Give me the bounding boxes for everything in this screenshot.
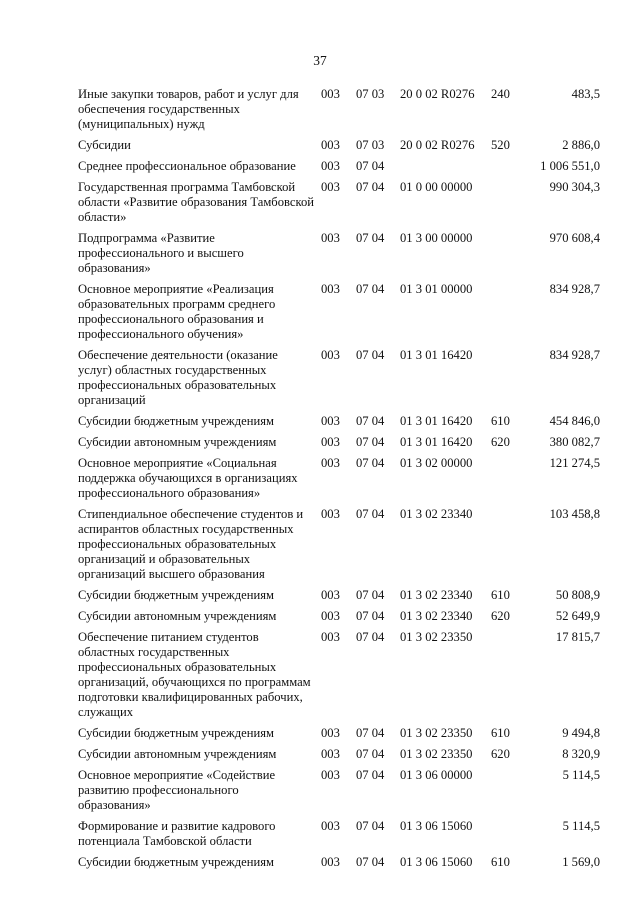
table-row: [0, 768, 640, 813]
row-expense-type-code: 620: [491, 747, 510, 761]
row-name: Субсидии бюджетным учреждениям: [78, 855, 274, 869]
row-amount: 103 458,8: [549, 507, 600, 521]
table-row: [0, 819, 640, 849]
row-name: Стипендиальное обеспечение студентов и аспирантов областных государственных профессиональных образовательных организаций и образовательных организаций высшего образования: [78, 507, 304, 581]
row-amount: 5 114,5: [562, 819, 600, 833]
row-expense-type-code: 240: [491, 87, 510, 101]
row-section-code: 07 04: [356, 630, 385, 644]
row-grbs-code: 003: [321, 855, 340, 869]
row-target-code: 01 3 02 23340: [400, 507, 473, 521]
row-grbs-code: 003: [321, 87, 340, 101]
row-amount: 834 928,7: [549, 348, 600, 362]
row-name: Основное мероприятие «Реализация образовательных программ среднего профессионального образования и профессионального обучения»: [78, 282, 276, 341]
row-section-code: 07 03: [356, 87, 385, 101]
row-target-code: 01 3 01 00000: [400, 282, 473, 296]
table-row: [0, 588, 640, 603]
row-grbs-code: 003: [321, 138, 340, 152]
row-amount: 9 494,8: [562, 726, 600, 740]
table-row: [0, 414, 640, 429]
row-section-code: 07 04: [356, 180, 385, 194]
table-row: [0, 726, 640, 741]
table-row: [0, 435, 640, 450]
row-target-code: 01 3 02 00000: [400, 456, 473, 470]
row-amount: 483,5: [571, 87, 600, 101]
row-name: Субсидии: [78, 138, 131, 152]
row-target-code: 20 0 02 R0276: [400, 138, 475, 152]
row-expense-type-code: 610: [491, 588, 510, 602]
row-grbs-code: 003: [321, 414, 340, 428]
row-section-code: 07 04: [356, 768, 385, 782]
row-target-code: 01 3 00 00000: [400, 231, 473, 245]
row-name: Государственная программа Тамбовской области «Развитие образования Тамбовской области»: [78, 180, 314, 224]
row-section-code: 07 04: [356, 855, 385, 869]
row-target-code: 01 0 00 00000: [400, 180, 473, 194]
row-amount: 50 808,9: [555, 588, 600, 602]
row-name: Основное мероприятие «Содействие развитию профессионального образования»: [78, 768, 276, 812]
row-expense-type-code: 520: [491, 138, 510, 152]
table-row: [0, 282, 640, 342]
row-grbs-code: 003: [321, 768, 340, 782]
table-row: [0, 747, 640, 762]
row-name: Обеспечение питанием студентов областных государственных профессиональных образовательных организаций, обучающихся по программам подготовки квалифицированных рабочих, служащих: [78, 630, 311, 719]
row-section-code: 07 04: [356, 456, 385, 470]
row-section-code: 07 04: [356, 348, 385, 362]
row-section-code: 07 04: [356, 159, 385, 173]
row-grbs-code: 003: [321, 159, 340, 173]
row-target-code: 01 3 02 23350: [400, 747, 473, 761]
row-section-code: 07 04: [356, 282, 385, 296]
row-expense-type-code: 610: [491, 726, 510, 740]
row-expense-type-code: 620: [491, 435, 510, 449]
table-row: [0, 159, 640, 174]
row-grbs-code: 003: [321, 231, 340, 245]
table-row: [0, 855, 640, 870]
row-grbs-code: 003: [321, 588, 340, 602]
row-amount: 2 886,0: [562, 138, 600, 152]
row-expense-type-code: 610: [491, 855, 510, 869]
page-number: 37: [313, 53, 327, 68]
row-amount: 5 114,5: [562, 768, 600, 782]
row-amount: 8 320,9: [562, 747, 600, 761]
row-name: Обеспечение деятельности (оказание услуг) областных государственных профессиональных образовательных организаций: [78, 348, 278, 407]
table-row: [0, 630, 640, 720]
row-section-code: 07 04: [356, 609, 385, 623]
row-section-code: 07 04: [356, 747, 385, 761]
row-grbs-code: 003: [321, 819, 340, 833]
row-grbs-code: 003: [321, 348, 340, 362]
row-grbs-code: 003: [321, 630, 340, 644]
row-target-code: 01 3 06 15060: [400, 819, 473, 833]
row-target-code: 01 3 02 23350: [400, 630, 473, 644]
row-grbs-code: 003: [321, 609, 340, 623]
row-grbs-code: 003: [321, 435, 340, 449]
row-target-code: 01 3 02 23340: [400, 588, 473, 602]
row-section-code: 07 04: [356, 507, 385, 521]
row-target-code: 01 3 02 23350: [400, 726, 473, 740]
row-amount: 52 649,9: [555, 609, 600, 623]
table-row: [0, 348, 640, 408]
row-name: Среднее профессиональное образование: [78, 159, 296, 173]
table-row: [0, 456, 640, 501]
row-grbs-code: 003: [321, 456, 340, 470]
row-section-code: 07 03: [356, 138, 385, 152]
row-section-code: 07 04: [356, 231, 385, 245]
row-section-code: 07 04: [356, 588, 385, 602]
table-row: [0, 87, 640, 132]
row-target-code: 01 3 01 16420: [400, 414, 473, 428]
row-name: Субсидии автономным учреждениям: [78, 609, 277, 623]
row-amount: 1 006 551,0: [540, 159, 600, 173]
row-amount: 1 569,0: [562, 855, 600, 869]
row-target-code: 01 3 02 23340: [400, 609, 473, 623]
row-amount: 970 608,4: [549, 231, 600, 245]
row-name: Субсидии автономным учреждениям: [78, 435, 277, 449]
row-amount: 990 304,3: [549, 180, 600, 194]
row-target-code: 20 0 02 R0276: [400, 87, 475, 101]
row-target-code: 01 3 01 16420: [400, 348, 473, 362]
table-row: [0, 138, 640, 153]
row-grbs-code: 003: [321, 282, 340, 296]
row-section-code: 07 04: [356, 435, 385, 449]
row-amount: 834 928,7: [549, 282, 600, 296]
row-amount: 17 815,7: [555, 630, 600, 644]
row-name: Подпрограмма «Развитие профессионального и высшего образования»: [78, 231, 244, 275]
row-name: Формирование и развитие кадрового потенциала Тамбовской области: [78, 819, 276, 848]
row-target-code: 01 3 06 00000: [400, 768, 473, 782]
row-amount: 121 274,5: [549, 456, 600, 470]
row-grbs-code: 003: [321, 180, 340, 194]
table-row: [0, 180, 640, 225]
row-amount: 454 846,0: [549, 414, 600, 428]
table-row: [0, 609, 640, 624]
row-expense-type-code: 610: [491, 414, 510, 428]
row-grbs-code: 003: [321, 747, 340, 761]
row-name: Субсидии бюджетным учреждениям: [78, 588, 274, 602]
row-name: Субсидии автономным учреждениям: [78, 747, 277, 761]
table-row: [0, 507, 640, 582]
row-name: Субсидии бюджетным учреждениям: [78, 414, 274, 428]
row-section-code: 07 04: [356, 414, 385, 428]
row-name: Основное мероприятие «Социальная поддержка обучающихся в организациях профессионального образования»: [78, 456, 298, 500]
row-section-code: 07 04: [356, 819, 385, 833]
row-section-code: 07 04: [356, 726, 385, 740]
row-target-code: 01 3 06 15060: [400, 855, 473, 869]
row-name: Субсидии бюджетным учреждениям: [78, 726, 274, 740]
row-amount: 380 082,7: [549, 435, 600, 449]
row-name: Иные закупки товаров, работ и услуг для обеспечения государственных (муниципальных) нужд: [78, 87, 299, 131]
row-target-code: 01 3 01 16420: [400, 435, 473, 449]
row-grbs-code: 003: [321, 507, 340, 521]
table-row: [0, 231, 640, 276]
row-grbs-code: 003: [321, 726, 340, 740]
row-expense-type-code: 620: [491, 609, 510, 623]
